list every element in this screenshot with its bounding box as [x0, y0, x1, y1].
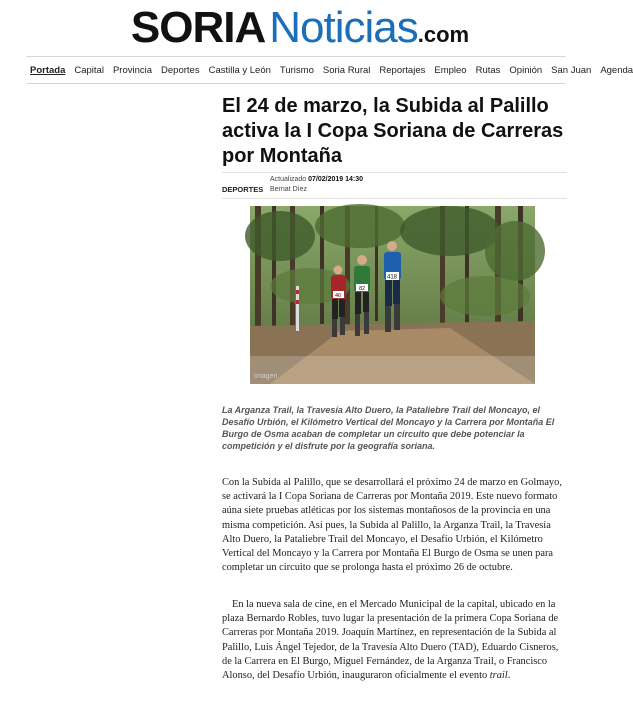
author-name[interactable]: Bernat Díez: [270, 186, 307, 193]
logo-noticias: Noticias: [269, 3, 418, 52]
article-paragraph-2: [222, 598, 567, 683]
meta-divider-top: [222, 172, 567, 173]
bib-back: 46: [334, 293, 342, 299]
section-tag[interactable]: DEPORTES: [222, 185, 264, 194]
bib-front: 418: [386, 274, 398, 281]
nav-item-reportajes[interactable]: Reportajes: [379, 64, 426, 76]
nav-item-turismo[interactable]: Turismo: [279, 64, 314, 76]
bib-middle: 82: [358, 286, 366, 292]
nav-item-agenda[interactable]: Agenda: [600, 64, 633, 76]
main-nav: [30, 60, 633, 80]
article-headline: El 24 de marzo, la Subida al Palillo activa la I Copa Soriana de Carreras por Montaña: [222, 95, 564, 167]
meta-divider-bottom: [222, 198, 567, 199]
logo-com: .com: [417, 22, 470, 47]
photo-caption: La Arganza Trail, la Travesía Alto Duero, la Pataliebre Trail del Moncayo, el Desafío Urbión, el Kilómetro Vertical del Moncayo y la Carrera por Montaña El Burgo de Osma acaban de completar un circuito que debe potenciar la competición y el disfrute por la geografía soriana.: [222, 405, 555, 451]
nav-item-deportes[interactable]: Deportes: [161, 64, 200, 76]
nav-item-san-juan[interactable]: San Juan: [551, 64, 592, 76]
trail-runners-photo: [250, 206, 535, 384]
paragraph-2-end: .: [507, 670, 511, 682]
site-logo[interactable]: [0, 4, 600, 62]
article-photo[interactable]: [250, 206, 535, 384]
nav-item-castilla-y-león[interactable]: Castilla y León: [208, 64, 271, 76]
nav-divider-top: [26, 56, 566, 57]
nav-divider-bottom: [26, 83, 566, 84]
nav-item-opinión[interactable]: Opinión: [509, 64, 543, 76]
paragraph-2-text: En la nueva sala de cine, en el Mercado Municipal de la capital, ubicado en la plaza Bernardo Robles, tuvo lugar la presentación de la primera Copa Soriana de Carreras por Montaña 2019. Joaquín Martínez, en representación de la Subida al Palillo, Luis Ángel Tejedor, de la Travesía Alto Duero (TAD), Eduardo Cisneros, de la Carrera en El Burgo, Miguel Fernández, de la Arganza Trail, o Francisco Alonso, del Desafío Urbión, inauguraron oficialmente el evento: [222, 599, 559, 682]
nav-item-capital[interactable]: Capital: [74, 64, 104, 76]
article-paragraph-1: Con la Subida al Palillo, que se desarrollará el próximo 24 de marzo en Golmayo, se activará la I Copa Soriana de Carreras por Montaña 2019. Este nuevo formato aúna siete pruebas atléticas por los sistemas montañosos de la provincia en una misma competición. Así pues, la Subida al Palillo, la Arganza Trail, la Travesía Alto Duero, la Pataliebre Trail del Moncayo, el Desafío Urbión, el Kilómetro Vertical del Moncayo y la Carrera por Montaña El Burgo de Osma se unen para completar un circuito que se prolonga hasta el próximo 26 de octubre.: [222, 477, 562, 574]
nav-item-soria-rural[interactable]: Soria Rural: [322, 64, 371, 76]
photo-overlay-text: Imagen: [254, 373, 278, 380]
nav-item-rutas[interactable]: Rutas: [475, 64, 501, 76]
nav-item-portada[interactable]: Portada: [30, 64, 66, 76]
logo-soria: SORIA: [130, 3, 266, 52]
nav-item-provincia[interactable]: Provincia: [112, 64, 153, 76]
updated-label: Actualizado: [270, 176, 307, 183]
updated-date: 07/02/2019 14:30: [308, 176, 364, 183]
updated-timestamp: [270, 176, 363, 183]
paragraph-2-emphasis: trail: [489, 670, 508, 682]
nav-item-empleo[interactable]: Empleo: [434, 64, 467, 76]
